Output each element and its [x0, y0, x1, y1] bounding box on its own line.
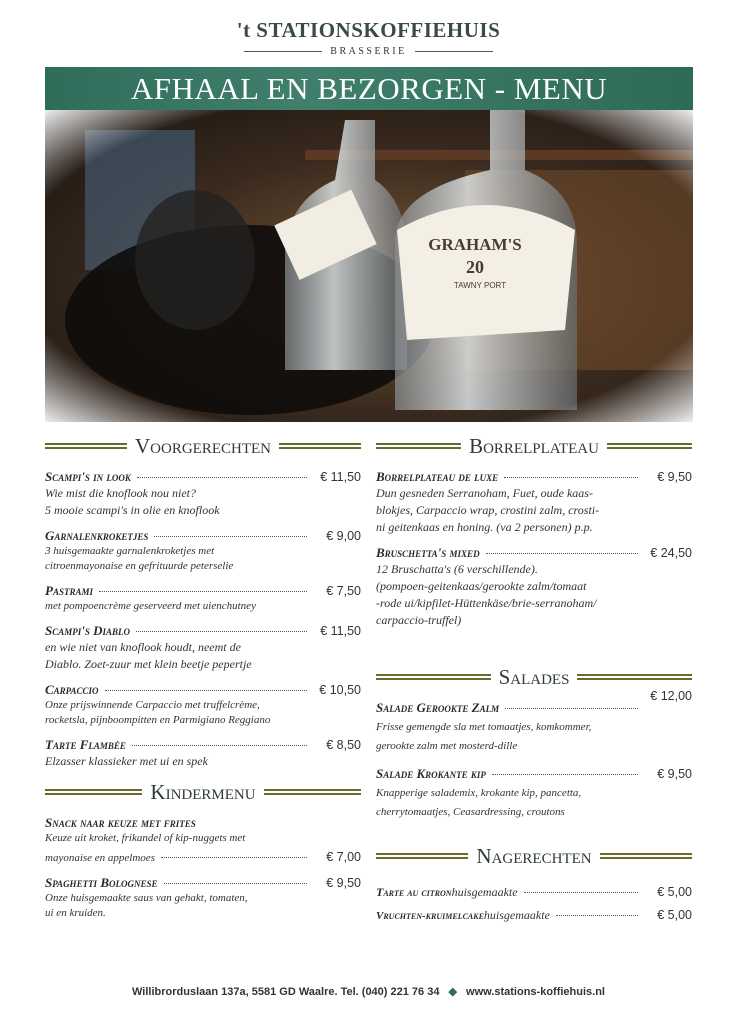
banner-title: AFHAAL EN BEZORGEN - MENU — [130, 70, 608, 106]
hero-photo — [45, 110, 693, 422]
item-desc: Keuze uit kroket, frikandel of kip-nuggets met — [45, 832, 246, 844]
leader-dots — [164, 883, 308, 884]
section-rule — [279, 443, 361, 449]
leader-dots — [154, 536, 307, 537]
section-salades — [376, 663, 692, 691]
item-name: Carpaccio — [45, 682, 99, 697]
item-desc: blokjes, Carpaccio wrap, crostini zalm, crosti- — [376, 503, 600, 517]
item-price: € 9,00 — [326, 529, 361, 543]
item-desc: cherrytomaatjes, Ceasardressing, croutons — [376, 806, 565, 818]
leader-dots — [505, 708, 638, 709]
item-price: € 9,50 — [657, 767, 692, 781]
item-name: Tarte Flambée — [45, 737, 126, 752]
section-title: Borrelplateau — [469, 433, 599, 458]
leader-dots — [486, 553, 638, 554]
item-name: Salade Gerookte Zalm — [376, 700, 500, 715]
menu-item — [45, 875, 361, 921]
brand-header — [0, 18, 737, 57]
item-price: € 24,50 — [650, 546, 692, 560]
menu-item — [376, 766, 692, 820]
brand-subtitle: BRASSERIE — [330, 46, 407, 57]
section-rule — [376, 674, 491, 680]
item-suffix: huisgemaakte — [451, 885, 518, 899]
item-name: Vruchten-kruimelcake — [376, 910, 484, 922]
leader-dots — [161, 857, 307, 858]
item-desc: gerookte zalm met mosterd-dille — [376, 740, 518, 752]
menu-banner — [45, 67, 693, 110]
diamond-icon: ◆ — [448, 986, 457, 998]
leader-dots — [99, 591, 307, 592]
leader-dots — [504, 477, 638, 478]
menu-item — [45, 682, 361, 728]
item-desc: 3 huisgemaakte garnalenkroketjes met — [45, 545, 215, 557]
section-rule — [600, 853, 692, 859]
item-desc: 12 Bruschatta's (6 verschillende). — [376, 562, 538, 576]
menu-item — [45, 737, 361, 770]
item-name: Spaghetti Bolognese — [45, 875, 158, 890]
section-rule — [607, 443, 692, 449]
item-name: Scampi's in look — [45, 469, 131, 484]
port-bottle-photo — [45, 110, 693, 422]
section-title: Salades — [498, 664, 570, 689]
item-name: Bruschetta's mixed — [376, 545, 480, 560]
left-column — [45, 432, 361, 921]
item-price: € 10,50 — [319, 683, 361, 697]
section-rule — [45, 789, 142, 795]
item-desc: Frisse gemengde sla met tomaatjes, komkommer, — [376, 721, 592, 733]
section-borrelplateau — [376, 432, 692, 460]
item-name: Tarte au citron — [376, 885, 452, 899]
item-desc: -rode ui/kipfilet-Hüttenkäse/brie-serranoham/ — [376, 596, 597, 610]
menu-item — [45, 583, 361, 614]
menu-item — [376, 545, 692, 629]
item-desc: 5 mooie scampi's in olie en knoflook — [45, 503, 220, 517]
menu-item — [45, 528, 361, 574]
leader-dots — [492, 774, 638, 775]
section-voorgerechten — [45, 432, 361, 460]
menu-item — [45, 469, 361, 519]
leader-dots — [137, 477, 307, 478]
item-name: Garnalenkroketjes — [45, 528, 149, 543]
item-price: € 11,50 — [320, 470, 361, 484]
section-rule — [376, 853, 468, 859]
item-name: Borrelplateau de luxe — [376, 469, 499, 484]
item-desc: Knapperige salademix, krokante kip, pancetta, — [376, 787, 582, 799]
item-desc: Wie mist die knoflook nou niet? — [45, 486, 196, 500]
item-name: Scampi's Diablo — [45, 623, 130, 638]
item-desc: (pompoen-geitenkaas/gerookte zalm/tomaat — [376, 579, 587, 593]
brand-sub-row — [0, 46, 737, 57]
item-name: Salade Krokante kip — [376, 766, 486, 781]
item-desc: citroenmayonaise en gefrituurde peterselie — [45, 560, 234, 572]
section-rule — [376, 443, 461, 449]
item-desc: Diablo. Zoet-zuur met klein beetje pepertje — [45, 657, 252, 671]
section-kindermenu — [45, 778, 361, 806]
brand-name: 't STATIONSKOFFIEHUIS — [236, 18, 501, 42]
item-desc: Dun gesneden Serranoham, Fuet, oude kaas- — [376, 486, 593, 500]
item-desc: ui en kruiden. — [45, 907, 106, 919]
item-price: € 11,50 — [320, 624, 361, 638]
item-price: € 9,50 — [657, 470, 692, 484]
item-price: € 8,50 — [326, 738, 361, 752]
divider-line — [244, 51, 322, 52]
item-price: € 5,00 — [657, 908, 692, 922]
item-desc: ni geitenkaas en honing. (va 2 personen) p.p. — [376, 520, 593, 534]
item-price: € 12,00 — [650, 689, 692, 703]
footer-address: Willibrorduslaan 137a, 5581 GD Waalre. Tel. (040) 221 76 34 — [132, 986, 440, 998]
footer-website-link[interactable]: www.stations-koffiehuis.nl — [466, 986, 605, 998]
item-desc: rocketsla, pijnboompitten en Parmigiano Reggiano — [45, 714, 271, 726]
section-rule — [577, 674, 692, 680]
section-title: Voorgerechten — [135, 433, 271, 458]
item-price: € 9,50 — [326, 876, 361, 890]
section-rule — [264, 789, 361, 795]
item-desc: Elzasser klassieker met ui en spek — [45, 754, 208, 768]
section-title: Nagerechten — [476, 843, 592, 868]
divider-line — [415, 51, 493, 52]
item-desc: carpaccio-truffel) — [376, 613, 462, 627]
menu-item — [376, 689, 692, 754]
leader-dots — [524, 892, 638, 893]
item-desc: en wie niet van knoflook houdt, neemt de — [45, 640, 241, 654]
footer — [0, 985, 737, 998]
leader-dots — [105, 690, 307, 691]
item-price: € 5,00 — [657, 885, 692, 899]
menu-item — [376, 884, 692, 901]
right-column — [376, 432, 692, 924]
item-price: € 7,50 — [326, 584, 361, 598]
menu-item — [45, 815, 361, 866]
section-nagerechten — [376, 842, 692, 870]
item-price: € 7,00 — [326, 850, 361, 864]
menu-item — [376, 469, 692, 536]
item-desc: Onze huisgemaakte saus van gehakt, tomaten, — [45, 892, 248, 904]
menu-item — [376, 907, 692, 924]
leader-dots — [132, 745, 307, 746]
item-name: Snack naar keuze met frites — [45, 815, 196, 830]
item-name: Pastrami — [45, 583, 93, 598]
section-title: Kindermenu — [150, 779, 256, 804]
item-suffix: huisgemaakte — [483, 908, 550, 922]
menu-item — [45, 623, 361, 673]
item-desc: met pompoencrème geserveerd met uienchutney — [45, 600, 256, 612]
item-desc: Onze prijswinnende Carpaccio met truffelcrème, — [45, 699, 260, 711]
section-rule — [45, 443, 127, 449]
leader-dots — [556, 915, 638, 916]
item-desc: mayonaise en appelmoes — [45, 852, 155, 864]
leader-dots — [136, 631, 307, 632]
